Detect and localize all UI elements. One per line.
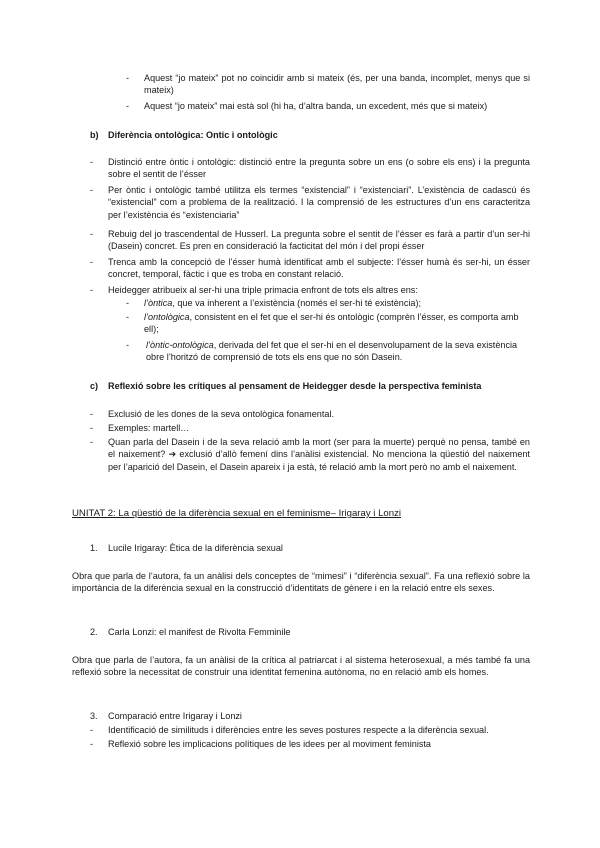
- bullet-dash: -: [90, 157, 94, 167]
- unit-item-1-body: Obra que parla de l’autora, fa un anàlisi dels conceptes de “mimesi” i “diferència sexual”. Fa una reflexió sobre la importància de la diferència sexual en la construcció d’identitats de gènere i en la relació entre els sexes.: [72, 571, 530, 594]
- bullet-dash: -: [90, 725, 94, 735]
- term-description: , consistent en el fet que el ser-hi és ontològic (comprèn l’ésser, es comporta amb ell);: [144, 312, 519, 335]
- term: l’òntica: [144, 298, 173, 308]
- section-c-heading: [90, 380, 530, 392]
- term-description: , derivada del fet que el ser-hi en el desenvolupament de la seva existència obre l’horitzó de comprensió de tots els ens que no són Dasein.: [146, 340, 518, 363]
- item-number: 2.: [90, 627, 98, 637]
- unit-item-3: [90, 710, 530, 722]
- list-item: Rebuig del jo trascendental de Husserl. La pregunta sobre el sentit de l’ésser es farà a partir d’un ser-hi (Dasein) concret. Es pren en consideració la facticitat del món i del propi ésser: [108, 229, 530, 252]
- item-heading: Lucile Irigaray: Ètica de la diferència sexual: [108, 543, 283, 553]
- list-item: Per òntic i ontològic també utilitza els termes “existencial” i “existenciari”. L’existència de cadascú és “existencial” com a problema de la realització. I la comprensió de les estructures d’un ens caracteritza per l’existència és “existenciaria”: [108, 185, 530, 220]
- term: l’òntic-ontològica: [146, 340, 214, 350]
- term-description: , que va inherent a l’existència (només el ser-hi té existència);: [172, 298, 421, 308]
- bullet-dash: -: [126, 101, 130, 111]
- bullet-dash: -: [90, 423, 94, 433]
- bullet-dash: -: [126, 298, 130, 308]
- list-item: [144, 297, 530, 309]
- bullet-dash: -: [90, 437, 94, 447]
- bullet-dash: -: [126, 73, 130, 83]
- list-item: [144, 311, 530, 336]
- list-item: Exclusió de les dones de la seva ontològica fonamental.: [108, 409, 334, 419]
- bullet-dash: -: [90, 285, 94, 295]
- item-heading: Carla Lonzi: el manifest de Rivolta Femminile: [108, 627, 291, 637]
- bullet-dash: -: [90, 185, 94, 195]
- section-title: Reflexió sobre les crítiques al pensament de Heidegger desde la perspectiva feminista: [108, 381, 482, 391]
- list-item: Quan parla del Dasein i de la seva relació amb la mort (ser para la muerte) perquè no pensa, també en el naixement? ➔ exclusió d’allò femení dins l’anàlisi existencial. No menciona la qüestió del naixement per l’aparició del Dasein, el Dasein apareix i ja està, té relació amb la mort però no amb el naixement.: [108, 437, 530, 472]
- list-item: Heidegger atribueix al ser-hi una triple primacia enfront de tots els altres ens:: [108, 285, 418, 295]
- list-item: [146, 339, 530, 364]
- list-item: Identificació de similituds i diferències entre les seves postures respecte a la diferència sexual.: [108, 725, 489, 735]
- unit-item-2: [90, 626, 530, 638]
- bullet-dash: -: [90, 409, 94, 419]
- item-number: 1.: [90, 543, 98, 553]
- section-label: b): [90, 130, 99, 140]
- list-item: Aquest “jo mateix” mai està sol (hi ha, d’altra banda, un excedent, més que si mateix): [144, 101, 488, 111]
- unit-item-1: [90, 542, 530, 554]
- section-label: c): [90, 381, 99, 391]
- bullet-dash: -: [90, 739, 94, 749]
- section-b-heading: [90, 129, 530, 141]
- list-item: Exemples: martell…: [108, 423, 190, 433]
- list-item: Reflexió sobre les implicacions polítiques de les idees per al moviment feminista: [108, 739, 431, 749]
- unit-item-2-body: Obra que parla de l’autora, fa un anàlisi de la crítica al patriarcat i al sistema heterosexual, a més també fa una reflexió sobre la necessitat de construir una identitat femenina autònoma, no en relació amb els homes.: [72, 655, 530, 678]
- term: l’ontològica: [144, 312, 190, 322]
- item-heading: Comparació entre Irigaray i Lonzi: [108, 711, 242, 721]
- list-item: Aquest “jo mateix” pot no coincidir amb si mateix (és, per una banda, incomplet, menys que si mateix): [144, 73, 530, 96]
- bullet-dash: -: [90, 257, 94, 267]
- unit-title: UNITAT 2: La qüestió de la diferència sexual en el feminisme– Irigaray i Lonzi: [72, 508, 402, 519]
- bullet-dash: -: [126, 340, 130, 350]
- list-item: Trenca amb la concepció de l’ésser humà identificat amb el subjecte: l’ésser humà és ser-hi, un ésser concret, temporal, fàctic i que es troba en constant relació.: [108, 257, 530, 280]
- bullet-dash: -: [126, 312, 130, 322]
- list-item: Distinció entre òntic i ontològic: distinció entre la pregunta sobre un ens (o sobre els ens) i la pregunta sobre el sentit de l’ésser: [108, 157, 530, 180]
- section-title: Diferència ontològica: Ontic i ontològic: [108, 130, 278, 140]
- bullet-dash: -: [90, 229, 94, 239]
- item-number: 3.: [90, 711, 98, 721]
